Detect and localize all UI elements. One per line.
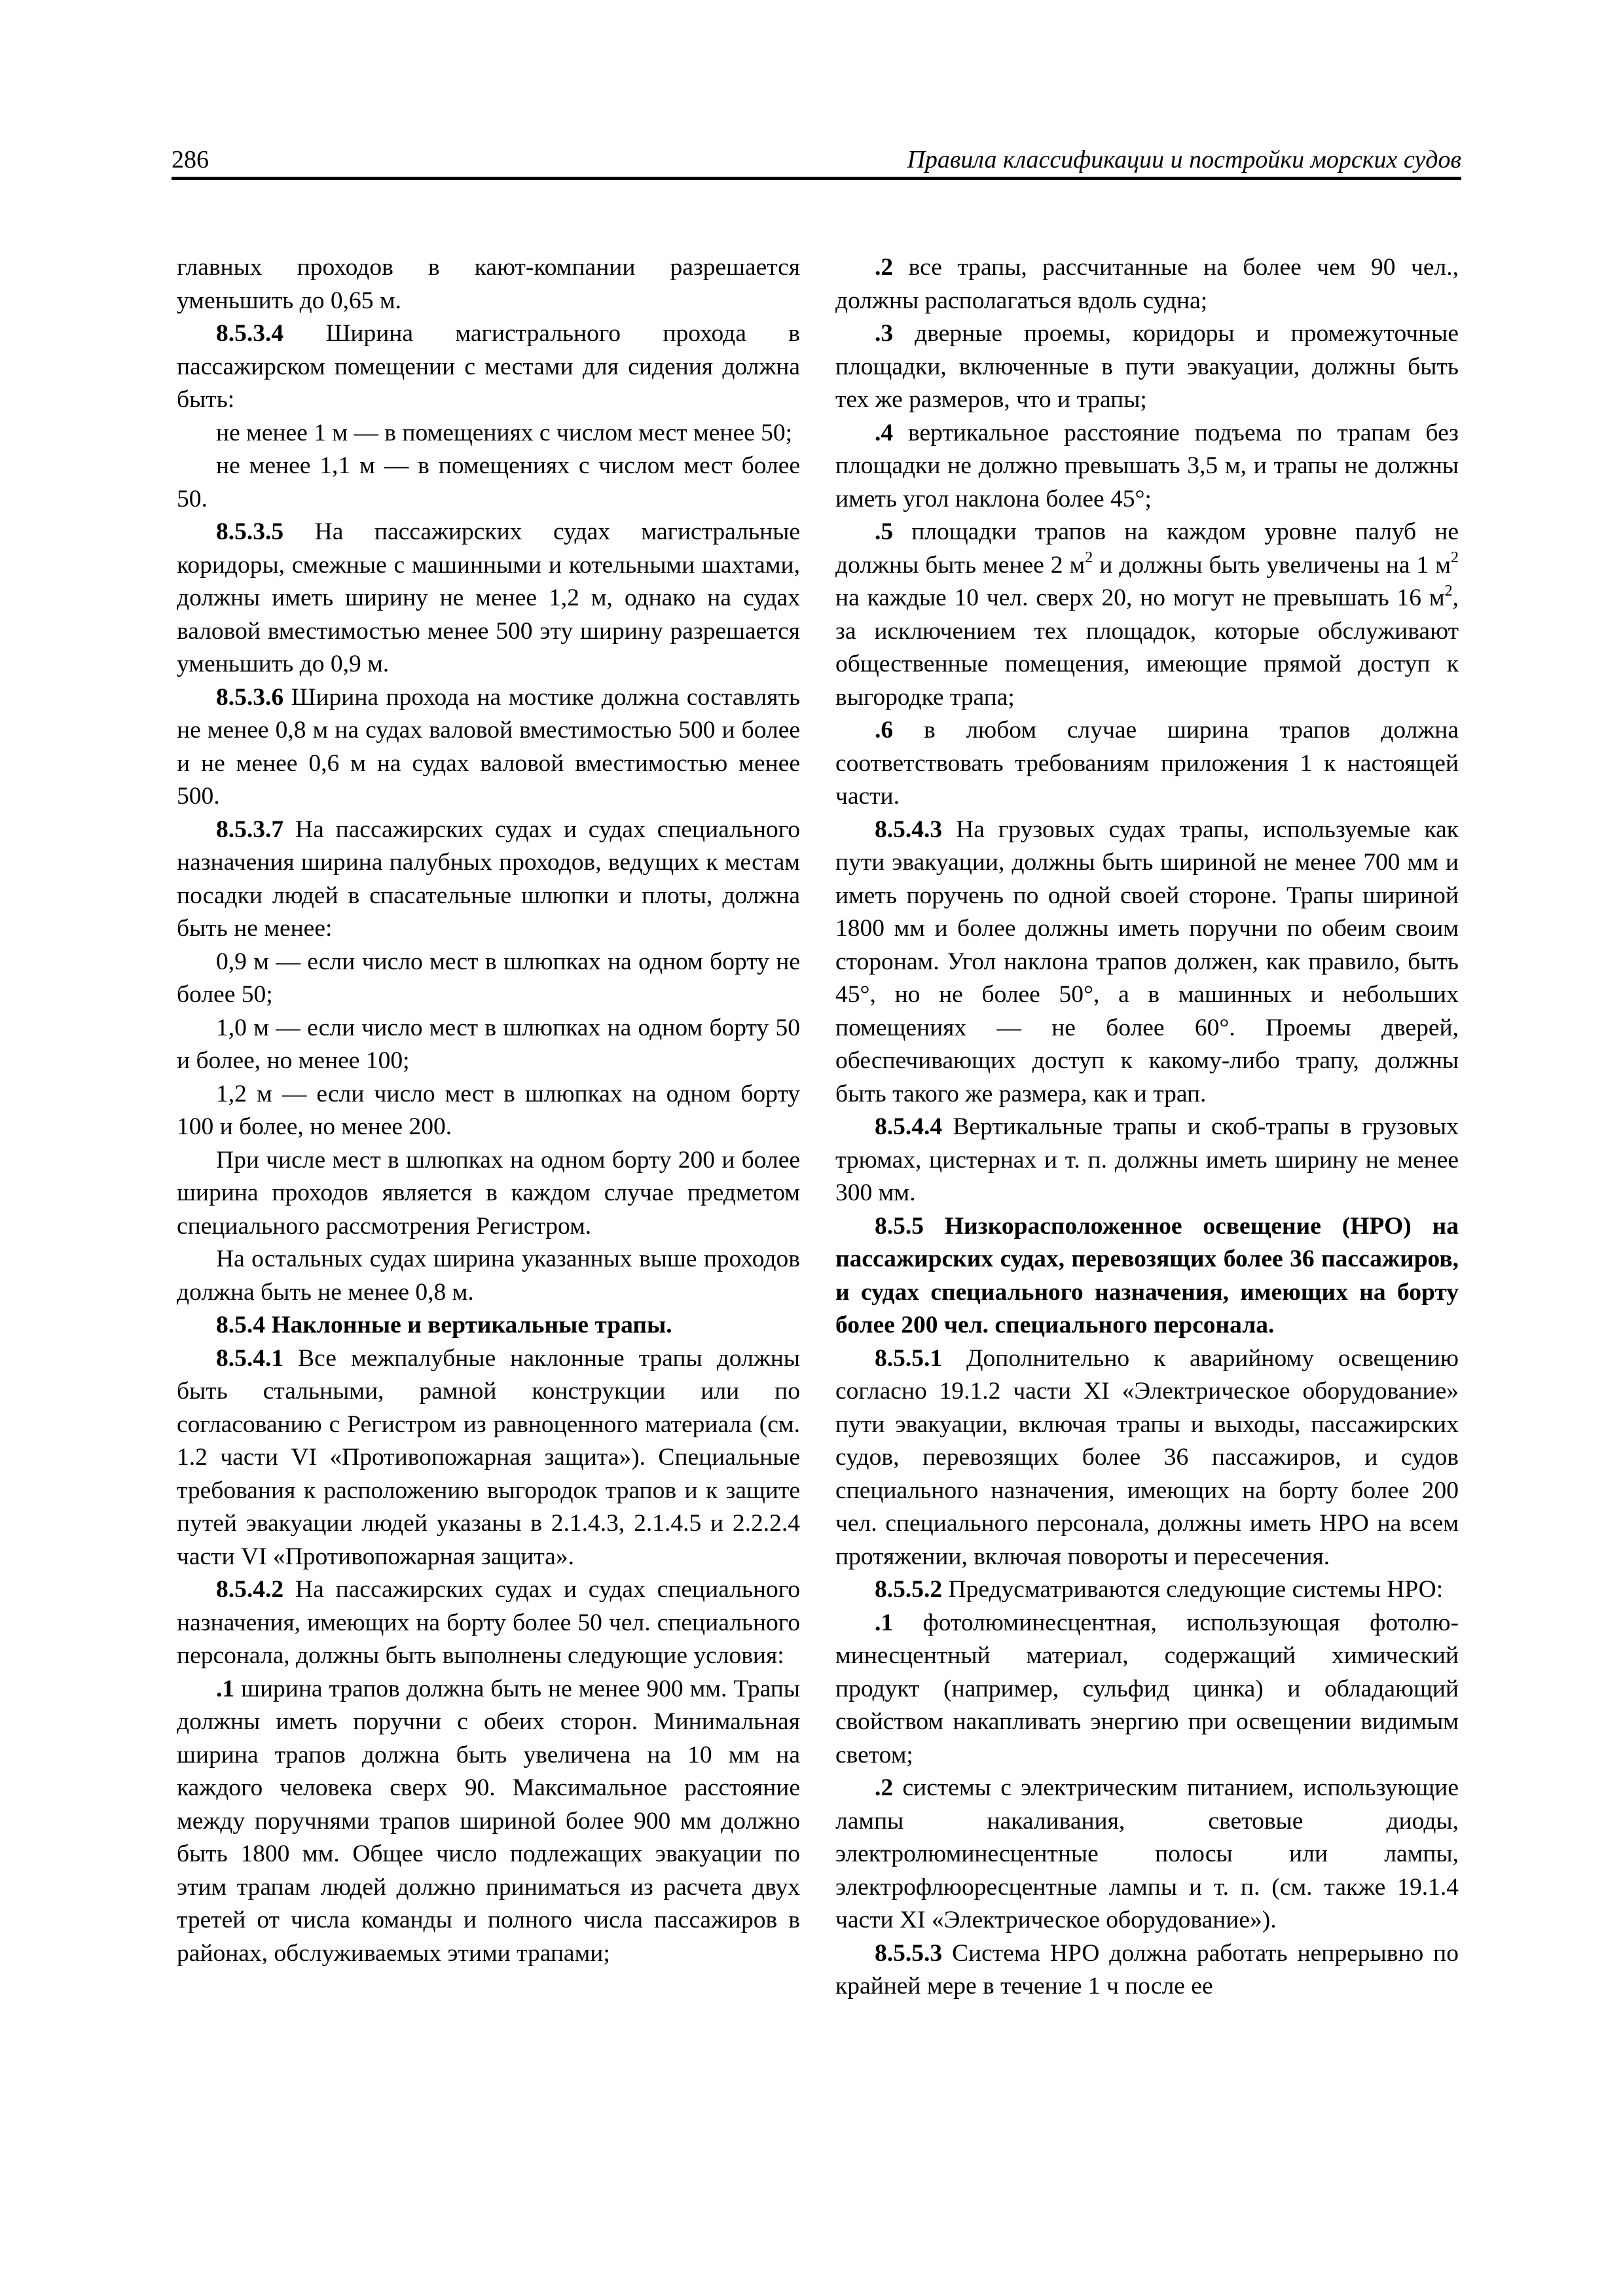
paragraph [835,1342,1459,1574]
paragraph [177,1573,800,1673]
paragraph [177,1342,800,1574]
superscript: 2 [1444,582,1453,600]
clause-text: На пассажирских судах магистральные коридоры, смежные с машинными и котельными шахтами, должны иметь ширину не менее 1,2 м, однако на судах валовой вместимостью менее 500 эту ширину разрешается уменьшить до 0,9 м. [177,518,800,677]
clause-number: 8.5.5.1 [875,1344,943,1372]
item-number: .6 [875,717,894,744]
item-number: .2 [875,254,894,281]
item-number: .4 [875,419,894,446]
paragraph: главных проходов в кают-компании разрешается уменьшить до 0,65 м. [177,254,800,314]
paragraph [835,1111,1459,1210]
paragraph: При числе мест в шлюпках на одном борту 200 и более ширина проходов является в каждом случае предметом специального рассмотрения Регистром. [177,1146,800,1240]
list-item: не менее 1 м — в помещениях с числом мест менее 50; [216,419,793,446]
clause-number: 8.5.4.1 [216,1344,284,1372]
item-number: .5 [875,518,894,545]
item-text: площадки трапов на каждом уровне палуб не должны быть менее 2 м [835,518,1459,579]
clause-number: 8.5.3.4 [216,320,284,347]
left-column [177,251,800,1970]
item-text: и должны быть увеличены на 1 м [1093,551,1451,579]
clause-number: 8.5.3.5 [216,518,284,545]
clause-number: 8.5.4.4 [875,1113,943,1140]
page-number: 286 [172,146,209,173]
clause-text: Дополнительно к аварийному освещению согласно 19.1.2 части XI «Электрическое оборудование» пути эвакуации, включая трапы и выходы, пассажирских судов, перевозящих более 36 пассажиров, и судов специального назначения, имеющих на борту более 200 чел. специального персонала, должны иметь НРО на всем протяжении, включая повороты и пересечения. [835,1344,1459,1570]
superscript: 2 [1085,549,1093,566]
clause-number: 8.5.3.6 [216,683,284,711]
item-number: .1 [216,1675,235,1702]
item-text: вертикальное расстояние подъема по трапам без площадки не должно превышать 3,5 м, и трапы не должны иметь угол наклона более 45°; [835,419,1459,512]
list-item: 1,2 м — если число мест в шлюпках на одном борту 100 и более, но менее 200. [177,1080,800,1140]
item-text: все трапы, рассчитанные на более чем 90 чел., должны располагаться вдоль судна; [835,254,1459,314]
page-header [172,143,1461,177]
paragraph [835,814,1459,1111]
item-number: .1 [875,1609,894,1636]
section-heading: 8.5.5 Низкорасположенное освещение (НРО) на пассажирских судах, перевозящих более 36 пассажиров, и судах специального назначения, имеющих на борту более 200 чел. специального персонала. [835,1212,1459,1338]
list-item [835,317,1459,417]
clause-number: 8.5.5.3 [875,1939,943,1967]
item-text: в любом случае ширина трапов должна соответствовать требованиям приложения 1 к настоящей части. [835,717,1459,810]
clause-number: 8.5.4.2 [216,1576,284,1603]
running-title: Правила классификации и постройки морских судов [907,146,1461,173]
clause-text: Ширина прохода на мостике должна составлять не менее 0,8 м на судах валовой вместимостью 500 и более и не менее 0,6 м на судах валовой вместимостью менее 500. [177,683,800,810]
clause-text: На грузовых судах трапы, используемые как пути эвакуации, должны быть шириной не менее 700 мм и иметь поручень по одной своей стороне. Трапы шириной 1800 мм и более должны иметь поручни по обеим своим сторонам. Угол наклона трапов должен, как правило, быть 45°, но не более 50°, а в машинных и небольших помещениях — не более 60°. Проемы дверей, обеспечивающих доступ к какому-либо трапу, должны быть такого же размера, как и трап. [835,816,1459,1107]
clause-text: На пассажирских судах и судах специального назначения, имеющих на борту более 50 чел. специального персонала, должны быть выполнены следующие условия: [177,1576,800,1669]
item-text: дверные проемы, коридоры и промежуточные площадки, включенные в пути эвакуации, должны быть тех же размеров, что и трапы; [835,320,1459,413]
list-item [835,417,1459,516]
clause-number: 8.5.3.7 [216,816,284,843]
item-text: фотолюминесцентная, использующая фотолюминесцентный материал, содержащий химический продукт (например, сульфид цинка) и обладающий свойством накапливать энергию при освещении видимым светом; [835,1609,1459,1768]
clause-text: Предусматриваются следующие системы НРО: [942,1576,1444,1603]
list-item [835,516,1459,714]
list-item [835,714,1459,814]
section-heading: 8.5.4 Наклонные и вертикальные трапы. [216,1312,672,1338]
item-text: , за исключением тех площадок, которые обслуживают общественные помещения, имеющие прямой доступ к выгородке трапа; [835,584,1459,711]
clause-number: 8.5.5.2 [875,1576,943,1603]
list-item: не менее 1,1 м — в помещениях с числом мест более 50. [177,452,800,512]
paragraph [177,814,800,946]
item-number: .2 [875,1774,894,1801]
paragraph [177,681,800,814]
clause-text: Вертикальные трапы и скоб-трапы в грузовых трюмах, цистернах и т. п. должны иметь ширину не менее 300 мм. [835,1113,1459,1206]
header-rule [172,177,1461,180]
paragraph [177,317,800,417]
clause-number: 8.5.4.3 [875,816,943,843]
list-item: 0,9 м — если число мест в шлюпках на одном борту не более 50; [177,948,800,1008]
list-item: 1,0 м — если число мест в шлюпках на одном борту 50 и более, но менее 100; [177,1014,800,1074]
clause-text: Система НРО должна работать непрерывно по крайней мере в течение 1 ч после ее [835,1939,1459,2000]
paragraph: На остальных судах ширина указанных выше проходов должна быть не менее 0,8 м. [177,1246,800,1306]
item-number: .3 [875,320,894,347]
list-item [835,251,1459,317]
item-text: ширина трапов должна быть не менее 900 мм. Трапы должны иметь поручни с обеих сторон. Минимальная ширина трапов должна быть увеличена на 10 мм на каждого человека сверх 90. Максимальное расстояние между поручнями трапов шириной более 900 мм должно быть 1800 мм. Общее число подлежащих эвакуации по этим трапам людей должно приниматься из расчета двух третей от числа команды и полного числа пассажиров в районах, обслуживаемых этими трапами; [177,1675,800,1967]
list-item [835,1607,1459,1772]
clause-text: Ширина магистрального прохода в пассажирском помещении с местами для сидения должна быть: [177,320,800,413]
item-text: на каждые 10 чел. сверх 20, но могут не превышать 16 м [835,584,1445,611]
list-item [177,1673,800,1971]
clause-text: На пассажирских судах и судах специального назначения ширина палубных проходов, ведущих к местам посадки людей в спасательные шлюпки и плоты, должна быть не менее: [177,816,800,942]
paragraph [835,1937,1459,2003]
item-text: системы с электрическим питанием, использующие лампы накаливания, световые диоды, электролюминесцентные полосы или лампы, электрофлюоресцентные лампы и т. п. (см. также 19.1.4 части XI «Электрическое оборудование»). [835,1774,1459,1933]
superscript: 2 [1451,549,1459,566]
right-column [835,251,1459,2003]
list-item [835,1772,1459,1937]
clause-text: Все межпалубные наклонные трапы должны быть стальными, рамной конструкции или по согласованию с Регистром из равноценного материала (см. 1.2 части VI «Противопожарная защита»). Специальные требования к расположению выгородок трапов и к защите путей эвакуации людей указаны в 2.1.4.3, 2.1.4.5 и 2.2.2.4 части VI «Противопожарная защита». [177,1344,800,1570]
paragraph [835,1573,1459,1607]
paragraph [177,516,800,681]
